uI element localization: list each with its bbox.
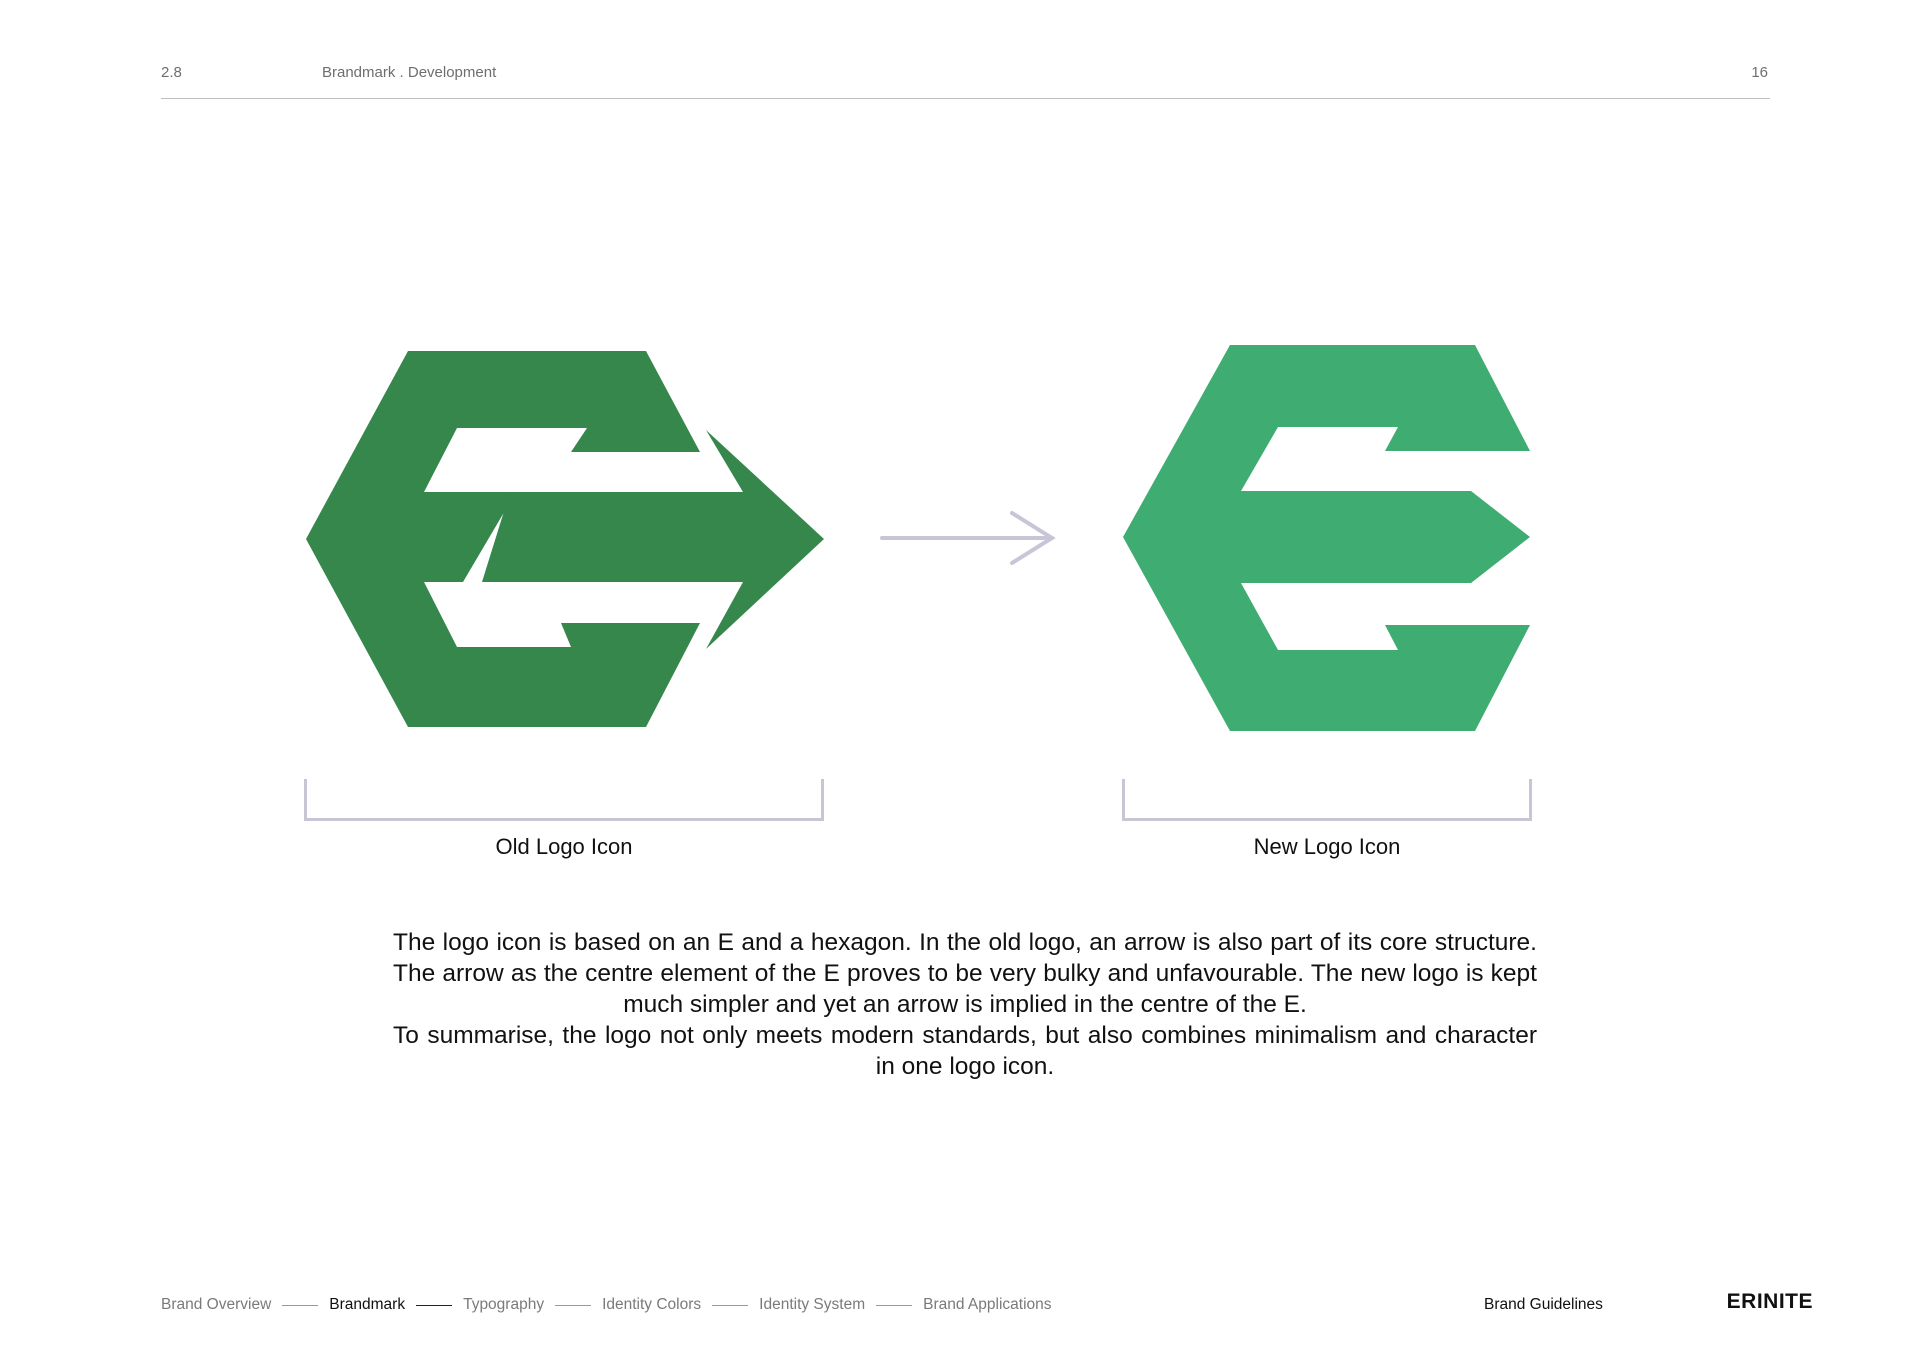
nav-brandmark[interactable]: Brandmark bbox=[329, 1296, 406, 1313]
header-divider bbox=[161, 98, 1770, 99]
old-logo-shape bbox=[306, 351, 824, 727]
new-logo-bracket bbox=[1122, 779, 1532, 821]
footer-navigation bbox=[161, 1296, 1052, 1314]
new-logo-caption: New Logo Icon bbox=[1253, 834, 1401, 859]
nav-separator bbox=[416, 1305, 452, 1306]
nav-separator bbox=[712, 1305, 748, 1306]
nav-identity-system[interactable]: Identity System bbox=[759, 1296, 866, 1313]
section-number: 2.8 bbox=[161, 64, 182, 81]
body-paragraph: To summarise, the logo not only meets modern standards, but also combines minimalism and character in one logo icon. bbox=[393, 1022, 1537, 1080]
nav-separator bbox=[555, 1305, 591, 1306]
body-paragraph: The logo icon is based on an E and a hexagon. In the old logo, an arrow is also part of its core structure. The arrow as the centre element of the E proves to be very bulky and unfavourable. The new logo is kept much simpler and yet an arrow is implied in the centre of the E. bbox=[393, 929, 1537, 1018]
nav-brand-applications[interactable]: Brand Applications bbox=[923, 1296, 1052, 1313]
old-logo-caption: Old Logo Icon bbox=[495, 834, 633, 859]
old-logo-bracket bbox=[304, 779, 824, 821]
section-title: Brandmark . Development bbox=[322, 64, 497, 81]
body-text bbox=[393, 927, 1537, 1082]
transition-arrow-icon bbox=[878, 508, 1058, 568]
old-logo-icon bbox=[306, 351, 824, 727]
nav-brand-overview[interactable]: Brand Overview bbox=[161, 1296, 272, 1313]
nav-separator bbox=[282, 1305, 318, 1306]
nav-typography[interactable]: Typography bbox=[463, 1296, 545, 1313]
nav-separator bbox=[876, 1305, 912, 1306]
footer-label: Brand Guidelines bbox=[1484, 1296, 1603, 1313]
new-logo-icon bbox=[1123, 345, 1530, 731]
nav-identity-colors[interactable]: Identity Colors bbox=[602, 1296, 702, 1313]
page-number: 16 bbox=[1751, 64, 1768, 81]
brand-wordmark: ERINITE bbox=[1726, 1290, 1813, 1313]
